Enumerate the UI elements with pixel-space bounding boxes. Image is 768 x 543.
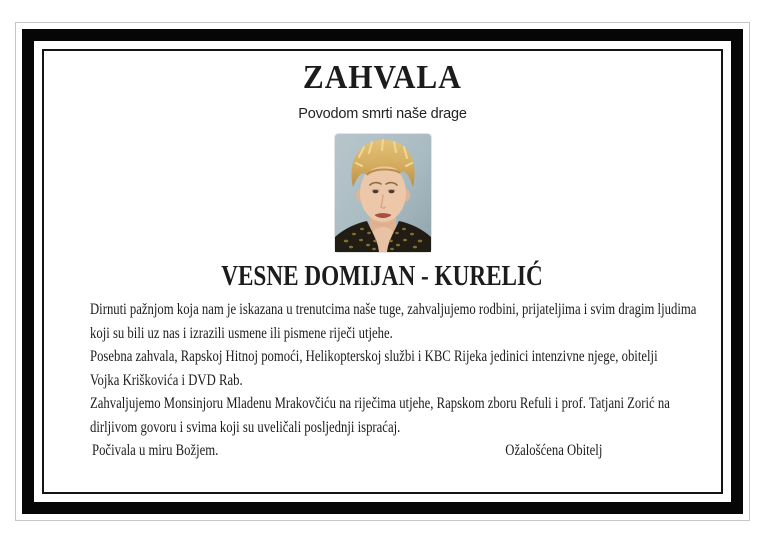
deceased-portrait-photo <box>334 133 432 253</box>
body-line: Dirnuti pažnjom koja nam je iskazana u trenutcima naše tuge, zahvaljujemo rodbini, prijateljima i svim dragim ljudima <box>90 301 697 318</box>
inner-border-line <box>42 49 723 494</box>
thank-you-text <box>64 298 701 439</box>
body-line: Zahvaljujemo Monsinjoru Mladenu Mrakovčiću na riječima utjehe, Rapskom zboru Refuli i prof. Tatjani Zorić na <box>90 395 670 412</box>
portrait-illustration <box>334 133 432 253</box>
closing-rest-in-peace: Počivala u miru Božjem. <box>92 442 219 459</box>
mourning-border-frame <box>22 29 743 514</box>
notice-content <box>44 51 721 492</box>
deceased-name: VESNE DOMIJAN - KURELIĆ <box>221 260 544 292</box>
closing-row <box>64 439 701 463</box>
body-line: koji su bili uz nas i izrazili usmene ili pismene riječi utjehe. <box>90 324 393 342</box>
closing-grieving-family: Ožalošćena Obitelj <box>504 442 602 459</box>
scanned-page <box>15 22 750 521</box>
body-line: Posebna zahvala, Rapskoj Hitnoj pomoći, Helikopterskoj službi i KBC Rijeka jedinici intenzivne njege, obitelji <box>90 348 658 365</box>
body-line: Vojka Kriškovića i DVD Rab. <box>90 371 243 389</box>
notice-title: ZAHVALA <box>303 59 462 96</box>
notice-subtitle: Povodom smrti naše drage <box>298 106 467 122</box>
body-line: dirljivom govoru i svima koji su uveličali posljednji ispraćaj. <box>90 418 401 436</box>
